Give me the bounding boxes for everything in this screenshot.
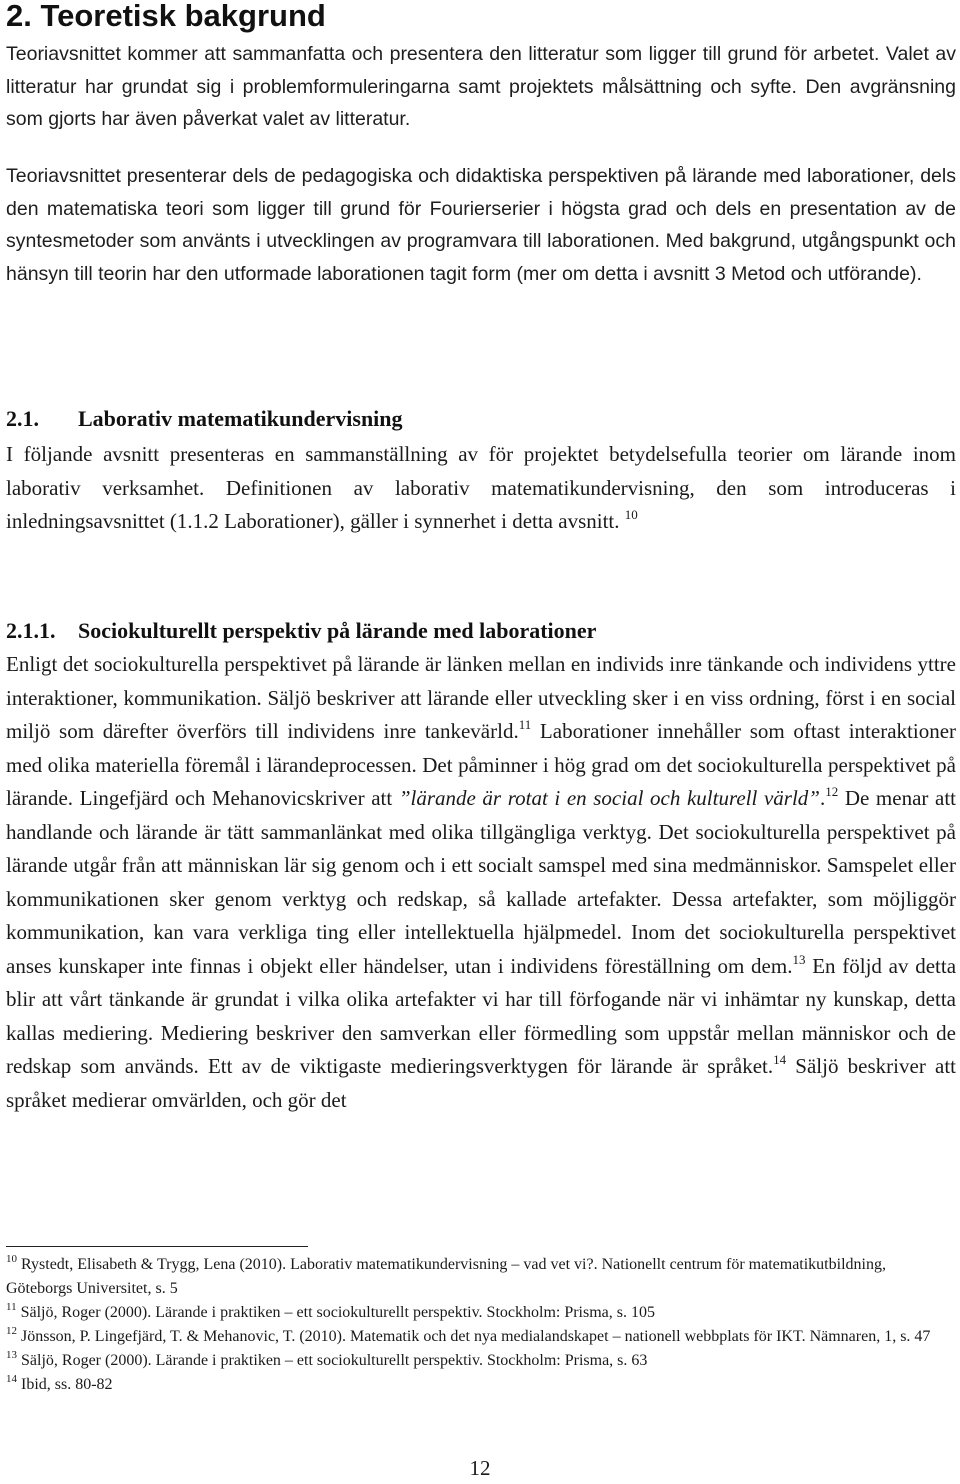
subsection-number: 2.1.1.	[6, 618, 56, 643]
paragraph-text-5: En följd av detta blir att vårt tänkande är grundat i vilka olika artefakter vi har till förfogande när vi inhämtar ny kunskap, detta kallas mediering. Mediering beskriver den samverkan eller förmedling som uppstår mellan människor och de redskap som används. Ett av de viktigaste medieringsverktygen för lärande är språket.	[6, 953, 957, 1078]
paragraph-text-4: De menar att handlande och lärande är tätt sammanlänkat med olika tillgängliga verktyg. Det sociokulturella perspektivet på lärande utgår från att människan lär sig genom och i ett socialt samspel med sina medmänniskor. Samspelet eller kommunikationen sker genom verktyg och redskap, så kallade artefakter. Dessa artefakter, som möjliggör kommunikation, kan vara verkliga ting eller intellektuella hjälpmedel. Inom det sociokulturella perspektivet anses kunskaper inte finnas i objekt eller händelser, utan i individens föreställning om dem.	[6, 786, 956, 978]
footnote-11	[6, 1301, 956, 1325]
footnote-number: 14	[6, 1373, 17, 1385]
paragraph-text-3: .	[819, 786, 826, 810]
paragraph-text-1: Enligt det sociokulturella perspektivet på lärande är länken mellan en individs inre tänkande och individens yttre interaktioner, kommunikation. Säljö beskriver att lärande eller utveckling sker i en viss ordning, först i en social miljö som därefter överförs till individens inre tankevärld.	[6, 652, 956, 743]
paragraph-text-6: Säljö beskriver att språket medierar omvärlden, och gör det	[6, 1054, 956, 1112]
footnote-12	[6, 1325, 956, 1349]
footnote-number: 11	[6, 1301, 17, 1313]
section-2-1-paragraph	[6, 438, 956, 539]
footnote-text: Rystedt, Elisabeth & Trygg, Lena (2010). Laborativ matematikundervisning – vad vet vi?. Nationellt centrum för matematikutbildning, Göteborgs Universitet, s. 5	[6, 1256, 886, 1297]
footnote-ref-13[interactable]: 13	[792, 951, 806, 967]
section-title: Laborativ matematikundervisning	[78, 406, 403, 431]
footnote-14	[6, 1373, 956, 1397]
footnote-ref-14[interactable]: 14	[773, 1052, 787, 1067]
footnote-number: 10	[6, 1253, 17, 1265]
footnote-list	[6, 1253, 956, 1397]
section-heading-2-1	[6, 404, 403, 434]
footnote-separator	[6, 1246, 308, 1247]
footnote-number: 13	[6, 1349, 17, 1361]
footnote-ref-10[interactable]: 10	[624, 507, 638, 522]
intro-paragraph-1: Teoriavsnittet kommer att sammanfatta och presentera den litteratur som ligger till grund för arbetet. Valet av litteratur har grundat sig i problemformuleringarna samt projektets målsättning och syfte. Den avgränsning som gjorts har även påverkat valet av litteratur.	[6, 43, 956, 130]
section-number: 2.1.	[6, 406, 39, 431]
paragraph-text: I följande avsnitt presenteras en sammanställning av för projektet betydelsefulla teorier om lärande inom laborativ verksamhet. Definitionen av laborativ matematikundervisning, den som introduceras i inledningsavsnittet (1.1.2 Laborationer), gäller i synnerhet i detta avsnitt.	[6, 442, 956, 533]
footnote-text: Säljö, Roger (2000). Lärande i praktiken – ett sociokulturellt perspektiv. Stockholm: Prisma, s. 105	[20, 1304, 655, 1321]
footnote-text: Ibid, ss. 80-82	[21, 1376, 113, 1393]
chapter-heading: 2. Teoretisk bakgrund	[6, 0, 326, 33]
footnote-text: Säljö, Roger (2000). Lärande i praktiken – ett sociokulturellt perspektiv. Stockholm: Prisma, s. 63	[21, 1352, 648, 1369]
quote-text: ”lärande är rotat i en social och kulturell värld”	[398, 786, 820, 810]
footnote-ref-11[interactable]: 11	[518, 717, 532, 732]
page-number: 12	[469, 1456, 491, 1480]
footnote-ref-12[interactable]: 12	[825, 784, 839, 799]
subsection-title: Sociokulturellt perspektiv på lärande med laborationer	[78, 618, 597, 643]
section-2-1-1-paragraph	[6, 648, 956, 1117]
footnote-13	[6, 1349, 956, 1373]
footnote-10	[6, 1253, 956, 1301]
footnote-number: 12	[6, 1325, 17, 1337]
section-heading-2-1-1	[6, 616, 596, 646]
footnote-text: Jönsson, P. Lingefjärd, T. & Mehanovic, T. (2010). Matematik och det nya medialandskapet – nationell webbplats för IKT. Nämnaren, 1, s. 47	[21, 1328, 931, 1345]
intro-paragraph-2: Teoriavsnittet presenterar dels de pedagogiska och didaktiska perspektiven på lärande med laborationer, dels den matematiska teori som ligger till grund för Fourierserier i högsta grad och dels en presentation av de syntesmetoder som använts i utvecklingen av programvara till laborationen. Med bakgrund, utgångspunkt och hänsyn till teorin har den utformade laborationen tagit form (mer om detta i avsnitt 3 Metod och utförande).	[6, 165, 956, 285]
paragraph-text-2: Laborationer innehåller som oftast interaktioner med olika materiella föremål i lärandeprocessen. Det påminner i hög grad om det sociokulturella perspektivet på lärande. Lingefjärd och Mehanovicskriver att	[6, 719, 957, 810]
